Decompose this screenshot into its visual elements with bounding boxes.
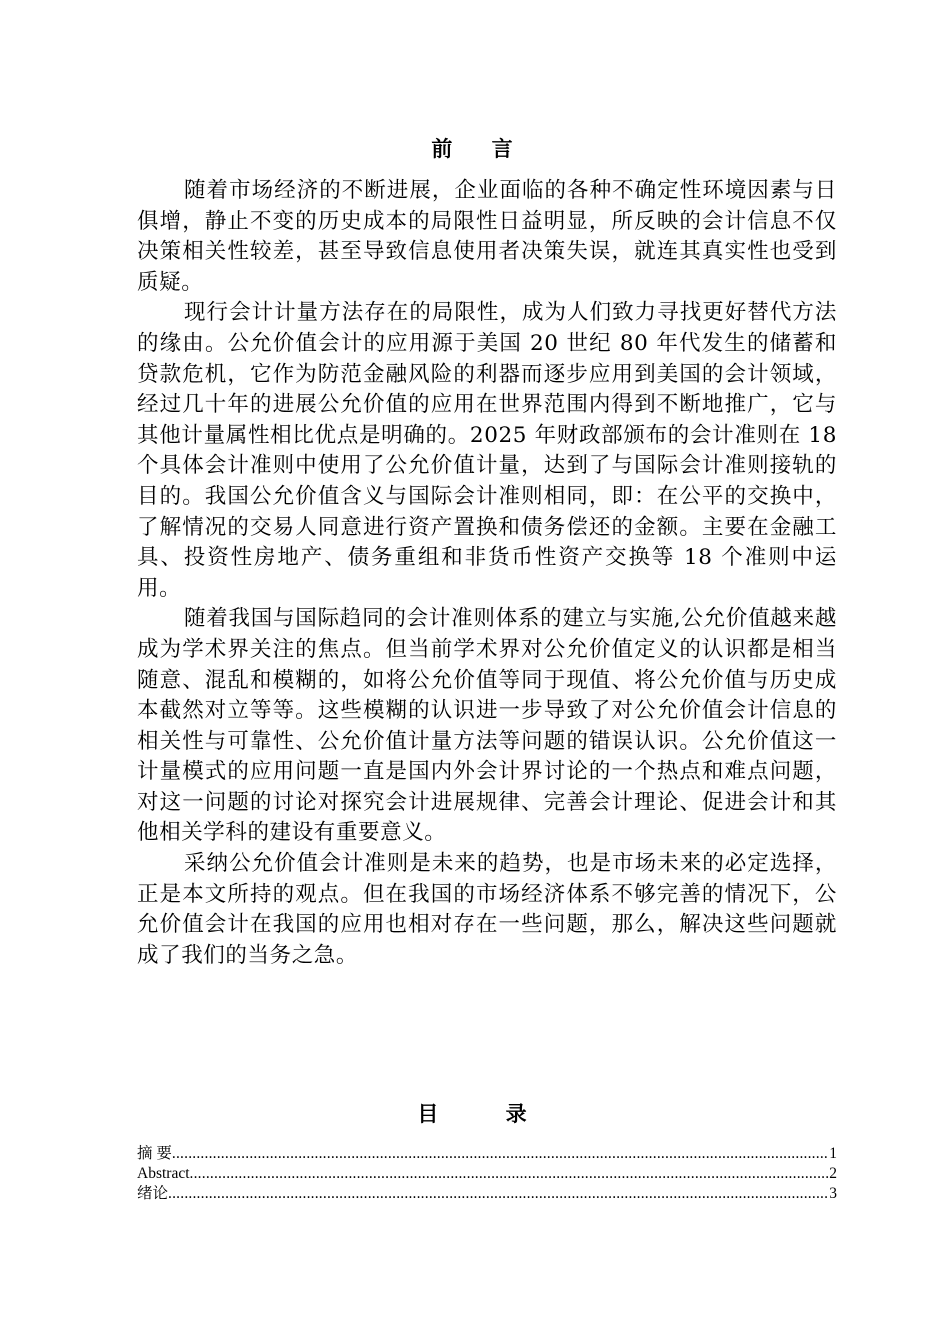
toc-entry-page: 2 [829, 1165, 837, 1182]
toc-entry-label: 绪论 [137, 1185, 169, 1202]
toc-leader-dots [168, 1184, 829, 1204]
toc-entry-abstract-en[interactable] [137, 1164, 837, 1184]
toc-entry-page: 3 [829, 1185, 837, 1202]
preface-paragraph-1: 随着市场经济的不断进展，企业面临的各种不确定性环境因素与日俱增，静止不变的历史成本的局限性日益明显，所反映的会计信息不仅决策相关性较差，甚至导致信息使用者决策失误，就连其真实性也受到质疑。 [137, 178, 837, 295]
toc-entry-label: Abstract [137, 1165, 190, 1182]
preface-paragraph-3: 随着我国与国际趋同的会计准则体系的建立与实施,公允价值越来越成为学术界关注的焦点。但当前学术界对公允价值定义的认识都是相当随意、混乱和模糊的，如将公允价值等同于现值、将公允价值与历史成本截然对立等等。这些模糊的认识进一步导致了对公允价值会计信息的相关性与可靠性、公允价值计量方法等问题的错误认识。公允价值这一计量模式的应用问题一直是国内外会计界讨论的一个热点和难点问题，对这一问题的讨论对探究会计进展规律、完善会计理论、促进会计和其他相关学科的建设有重要意义。 [137, 606, 837, 846]
toc-entry-abstract-cn[interactable] [137, 1144, 837, 1164]
toc-entry-introduction[interactable] [137, 1184, 837, 1204]
table-of-contents [137, 1144, 837, 1204]
toc-leader-dots [190, 1164, 830, 1184]
preface-paragraph-2: 现行会计计量方法存在的局限性，成为人们致力寻找更好替代方法的缘由。公允价值会计的应用源于美国 20 世纪 80 年代发生的储蓄和贷款危机，它作为防范金融风险的利器而逐步应用到美国的会计领域，经过几十年的进展公允价值的应用在世界范围内得到不断地推广，它与其他计量属性相比优点是明确的。2025 年财政部颁布的会计准则在 18 个具体会计准则中使用了公允价值计量，达到了与国际会计准则接轨的目的。我国公允价值含义与国际会计准则相同，即：在公平的交换中，了解情况的交易人同意进行资产置换和债务偿还的金额。主要在金融工具、投资性房地产、债务重组和非货币性资产交换等 18 个准则中运用。 [137, 300, 837, 601]
toc-entry-page: 1 [829, 1145, 837, 1162]
toc-leader-dots [172, 1144, 829, 1164]
preface-body [137, 176, 837, 971]
toc-entry-label: 摘 要 [137, 1145, 172, 1162]
preface-title: 前 言 [431, 137, 529, 161]
toc-title: 目 录 [417, 1102, 557, 1126]
preface-paragraph-4: 采纳公允价值会计准则是未来的趋势，也是市场未来的必定选择，正是本文所持的观点。但在我国的市场经济体系不够完善的情况下，公允价值会计在我国的应用也相对存在一些问题，那么，解决这些问题就成了我们的当务之急。 [137, 851, 837, 968]
